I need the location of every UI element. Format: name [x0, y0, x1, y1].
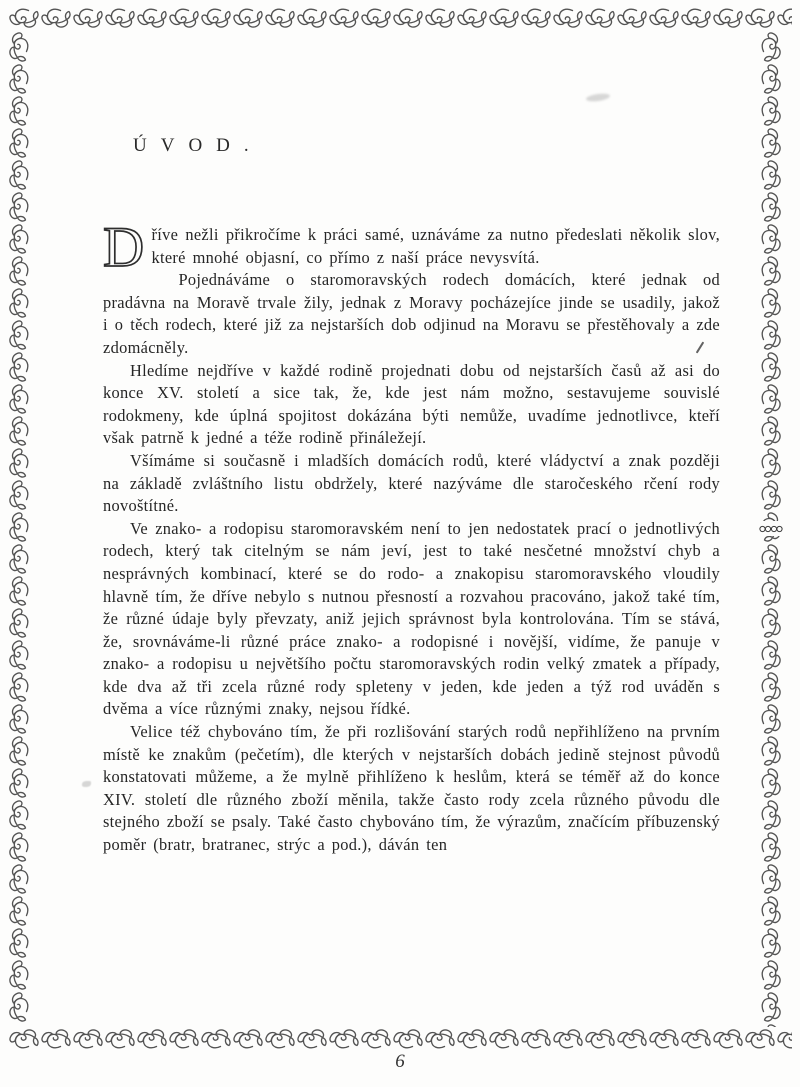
- paragraph-text: říve nežli přikročíme k práci samé, uznáváme za nutno předeslati několik slov, které mnohé objasní, co přímo z naší práce nevysvítá.: [151, 225, 720, 267]
- body-text: [103, 216, 720, 857]
- scan-artifact: [586, 92, 611, 102]
- ornamental-border-top: [8, 7, 792, 30]
- page-title: ÚVOD.: [133, 135, 263, 156]
- ornamental-border-bottom: [8, 1027, 792, 1050]
- paragraph: Všímáme si současně i mladších domácích rodů, které vládyctví a znak později na základě zvláštního listu obdržely, které nazýváme dle staročeského rčení rody novoštítné.: [103, 450, 720, 516]
- page-number: 6: [395, 1051, 405, 1072]
- paragraph: Ve znako- a rodopisu staromoravském není to jen nedostatek prací o jednotlivých rodech, který tak citelným se nám jeví, jest to také nesčetné množství chyb a nesprávných kombinací, které se do rodo- a znakopisu staromoravského vloudily hlavně tím, že dříve nebylo s nutnou přesností a rozvahou pracováno, jakož také tím, že různé údaje byly převzaty, aniž jejich správnost byla kontrolována. Tím se stává, že, srovnáváme-li různé práce znako- a rodopisné i novější, vidíme, že panuje v znako- a rodopisu u největšího počtu staromoravských rodin velký zmatek a případy, kde dva až tři zcela různé rody spleteny v jeden, kde jeden a týž rod uváděn s dvěma a více různými znaky, nejsou řídké.: [103, 518, 720, 719]
- drop-cap-letter: D: [103, 216, 145, 279]
- paragraph: [103, 216, 720, 279]
- paragraph: Pojednáváme o staromoravských rodech domácích, které jednak od pradávna na Moravě trvale žily, jednak z Moravy pocházejíce jinde se usadily, jakož i o těch rodech, které již za nejstarších dob odjinud na Moravu se přestěhovaly a zde zdomácněly.: [103, 270, 720, 357]
- paragraph: Velice též chybováno tím, že při rozlišování starých rodů nepřihlíženo na prvním místě ke znakům (pečetím), dle kterých v nejstarších dobách jedině stejnost původů konstatovati můžeme, a že mylně přihlíženo k heslům, která se téměř až do konce XIV. století dle různého zboží měnila, takže často rody zcela různého původu dle stejného zboží se psaly. Také často chybováno tím, že výrazům, značícím příbuzenský poměr (bratr, bratranec, strýc a pod.), dáván ten: [103, 722, 720, 855]
- ornamental-border-left: [8, 31, 30, 1023]
- ornamental-border-right: [760, 31, 782, 1027]
- scan-artifact: [82, 781, 91, 787]
- paragraph: Hledíme nejdříve v každé rodině projednati dobu od nejstarších časů až asi do konce XV. století a sice tak, že, kde jest nám možno, sestavujeme souvislé rodokmeny, kde úplná spojitost dokázána býti nemůže, uvadíme jednotlivce, kteří však patrně k jedné a téže rodině přináležejí.: [103, 360, 720, 448]
